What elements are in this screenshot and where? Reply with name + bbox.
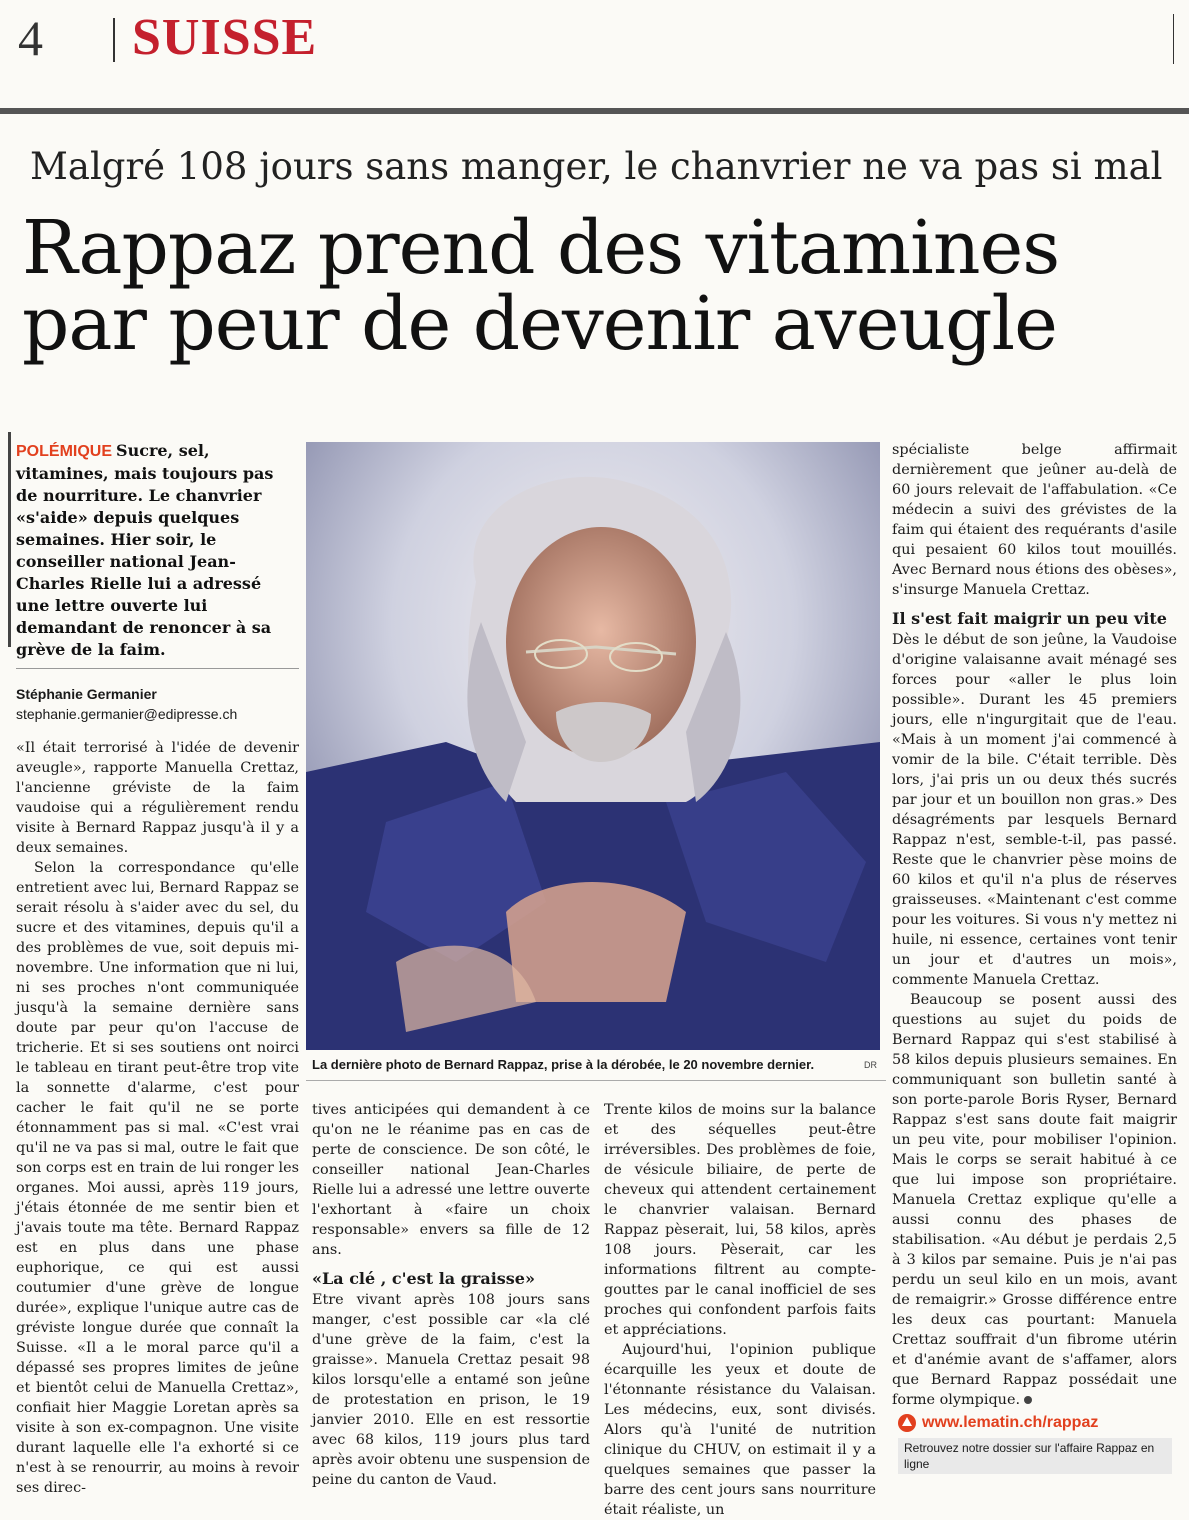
- author-email[interactable]: stephanie.germanier@edipresse.ch: [16, 706, 238, 722]
- page-number: 4: [18, 10, 43, 66]
- web-text: Retrouvez notre dossier sur l'affaire Rappaz en ligne: [898, 1438, 1172, 1474]
- subheading: «La clé , c'est la graisse»: [312, 1269, 535, 1288]
- headline-line-2: par peur de devenir aveugle: [22, 281, 1057, 367]
- header-rule: [0, 108, 1189, 114]
- paragraph: [892, 990, 1177, 1410]
- paragraph: Selon la correspondance qu'elle entretient avec lui, Bernard Rappaz se serait résolu à s'aider avec du sel, du sucre et des vitamines, depuis qu'il a des problèmes de vue, soit depuis mi-novembre. Une information que ni lui, ni ses proches n'ont communiquée jusqu'à la semaine dernière sans doute par peur qu'on l'accuse de tricherie. Et si ses soutiens ont noirci le tableau en tirant peut-être trop vite la sonnette d'alarme, c'est pour cacher le fait qu'il ne se porte étonnamment pas si mal. «C'est vrai qu'il ne va pas si mal, outre le fait que son corps est en train de lui ronger les organes. Moi aussi, après 119 jours, j'étais étonnée de me sentir bien et j'avais toute ma tête. Bernard Rappaz est en plus dans une phase euphorique, ce qui est aussi coutumier d'une grève de longue durée», explique l'unique autre cas de gréviste longue durée que connaît la Suisse. «Il a le moral parce qu'il a dépassé ses propres limites de jeûne et bientôt celui de Manuella Crettaz», confiait hier Maggie Loretan après sa visite à son ex-compagnon. Une visite durant laquelle elle l'a exhorté si ce n'est à se renourrir, au moins à revoir ses direc-: [16, 860, 299, 1496]
- photo-caption: La dernière photo de Bernard Rappaz, prise à la dérobée, le 20 novembre dernier.: [312, 1057, 815, 1072]
- article-column-2: [312, 1100, 590, 1488]
- lead: [16, 440, 299, 661]
- headline: [22, 205, 1172, 367]
- photo-credit: DR: [864, 1060, 877, 1070]
- byline-rule: [16, 668, 299, 669]
- paragraph: tives anticipées qui demandent à ce qu'on ne le réanime pas en cas de perte de conscience. De son côté, le conseiller national Jean-Charles Rielle lui a adressé une lettre ouverte l'exhortant à «faire un choix responsable» envers sa fille de 12 ans.: [312, 1102, 590, 1258]
- lead-rule: [8, 432, 11, 647]
- paragraph: Dès le début de son jeûne, la Vaudoise d'origine valaisanne avait ménagé ses forces pour «aller le plus loin possible». Durant les 45 premiers jours, elle n'ingurgitait que de l'eau. «Mais à un moment j'ai commencé à vomir de la bile. C'était terrible. Dès lors, j'ai pris un ou deux thés sucrés par jour et un bouillon non gras.» Des désagréments par lesquels Bernard Rappaz n'est, semble-t-il, pas passé. Reste que le chanvrier pèse moins de 60 kilos et qu'il n'a plus de réserves graisseuses. «Maintenant c'est comme pour les voitures. Si vous n'y mettez ni huile, ni essence, certaines vont tenir un jour et d'autres un mois», commente Manuela Crettaz.: [892, 632, 1177, 988]
- article-column-4: [892, 440, 1177, 1462]
- article-photo: [306, 442, 880, 1050]
- paragraph: «Il était terrorisé à l'idée de devenir aveugle», rapporte Manuella Crettaz, l'ancienne gréviste de la faim vaudoise qui a régulièrement rendu visite à Bernard Rappaz jusqu'à il y a deux semaines.: [16, 740, 299, 856]
- subheading: Il s'est fait maigrir un peu vite: [892, 609, 1167, 628]
- paragraph: Trente kilos de moins sur la balance et des séquelles peut-être irréversibles. Des problèmes de foie, de vésicule biliaire, de perte de cheveux qui attendent certainement le chanvrier valaisan. Bernard Rappaz pèserait, lui, 58 kilos, après 108 jours. Pèserait, car les informations filtrent au compte-gouttes par le canal inofficiel de ses proches qui confondent parfois faits et appréciations.: [604, 1102, 876, 1338]
- article-column-3: [604, 1100, 876, 1518]
- section-title: SUISSE: [132, 9, 318, 66]
- kicker: Malgré 108 jours sans manger, le chanvrier ne va pas si mal: [30, 145, 1163, 188]
- paragraph: Etre vivant après 108 jours sans manger, c'est possible car «la clé d'une grève de la faim, c'est la graisse». Manuela Crettaz pesait 98 kilos lorsqu'elle a entamé son jeûne de protestation en prison, le 19 janvier 2010. Elle en est ressortie avec 68 kilos, 119 jours plus tard après avoir obtenu une suspension de peine du canton de Vaud.: [312, 1292, 590, 1488]
- lead-text: Sucre, sel, vitamines, mais toujours pas de nourriture. Le chanvrier «s'aide» depuis quelques semaines. Hier soir, le conseiller national Jean-Charles Rielle lui a adressé une lettre ouverte lui demandant de renoncer à sa grève de la faim.: [16, 441, 274, 659]
- paragraph: Aujourd'hui, l'opinion publique écarquille les yeux et doute de l'étonnante résistance du Valaisan. Les médecins, eux, sont divisés. Alors qu'à l'unité de nutrition clinique du CHUV, on estimait il y a quelques semaines que passer la barre des cent jours sans nourriture était réaliste, un: [604, 1342, 876, 1518]
- arrow-up-icon: [898, 1414, 916, 1432]
- headline-line-1: Rappaz prend des vitamines: [22, 205, 1060, 291]
- portrait-illustration: [306, 442, 880, 1050]
- paragraph: spécialiste belge affirmait dernièrement que jeûner au-delà de 60 jours relevait de l'affabulation. «Ce médecin a suivi des grévistes de la faim qui étaient des requérants d'asile qui pesaient 60 kilos tout mouillés. Avec Bernard nous étions des obèses», s'insurge Manuela Crettaz.: [892, 442, 1177, 598]
- web-url[interactable]: www.lematin.ch/rappaz: [922, 1414, 1099, 1431]
- article-column-1: [16, 738, 299, 1496]
- masthead-right-rule: [1173, 14, 1174, 64]
- end-mark-icon: [1024, 1396, 1032, 1404]
- web-link[interactable]: [898, 1412, 1178, 1434]
- lead-tag: POLÉMIQUE: [16, 443, 113, 460]
- paragraph-text: Beaucoup se posent aussi des questions au sujet du poids de Bernard Rappaz qui s'est stabilisé à 58 kilos depuis plusieurs semaines. En communiquant son bulletin santé à son porte-parole Boris Ryser, Bernard Rappaz s'est sans doute fait maigrir un peu vite, pour mobiliser l'opinion. Mais le corps se serait habitué à ce que lui impose son propriétaire. Manuela Crettaz explique qu'elle a aussi connu des phases de stabilisation. «Au début je perdais 2,5 à 3 kilos par semaine. Puis je n'ai pas perdu un seul kilo en un mois, avant de remaigrir.» Grosse différence entre les deux cas pourtant: Manuela Crettaz souffrait d'un fibrome utérin et d'anémie avant de s'affamer, alors que Bernard Rappaz possédait une forme olympique.: [892, 992, 1177, 1408]
- masthead-divider: [113, 18, 115, 62]
- caption-rule: [306, 1080, 886, 1081]
- author-name: Stéphanie Germanier: [16, 686, 157, 702]
- web-box: [898, 1412, 1178, 1474]
